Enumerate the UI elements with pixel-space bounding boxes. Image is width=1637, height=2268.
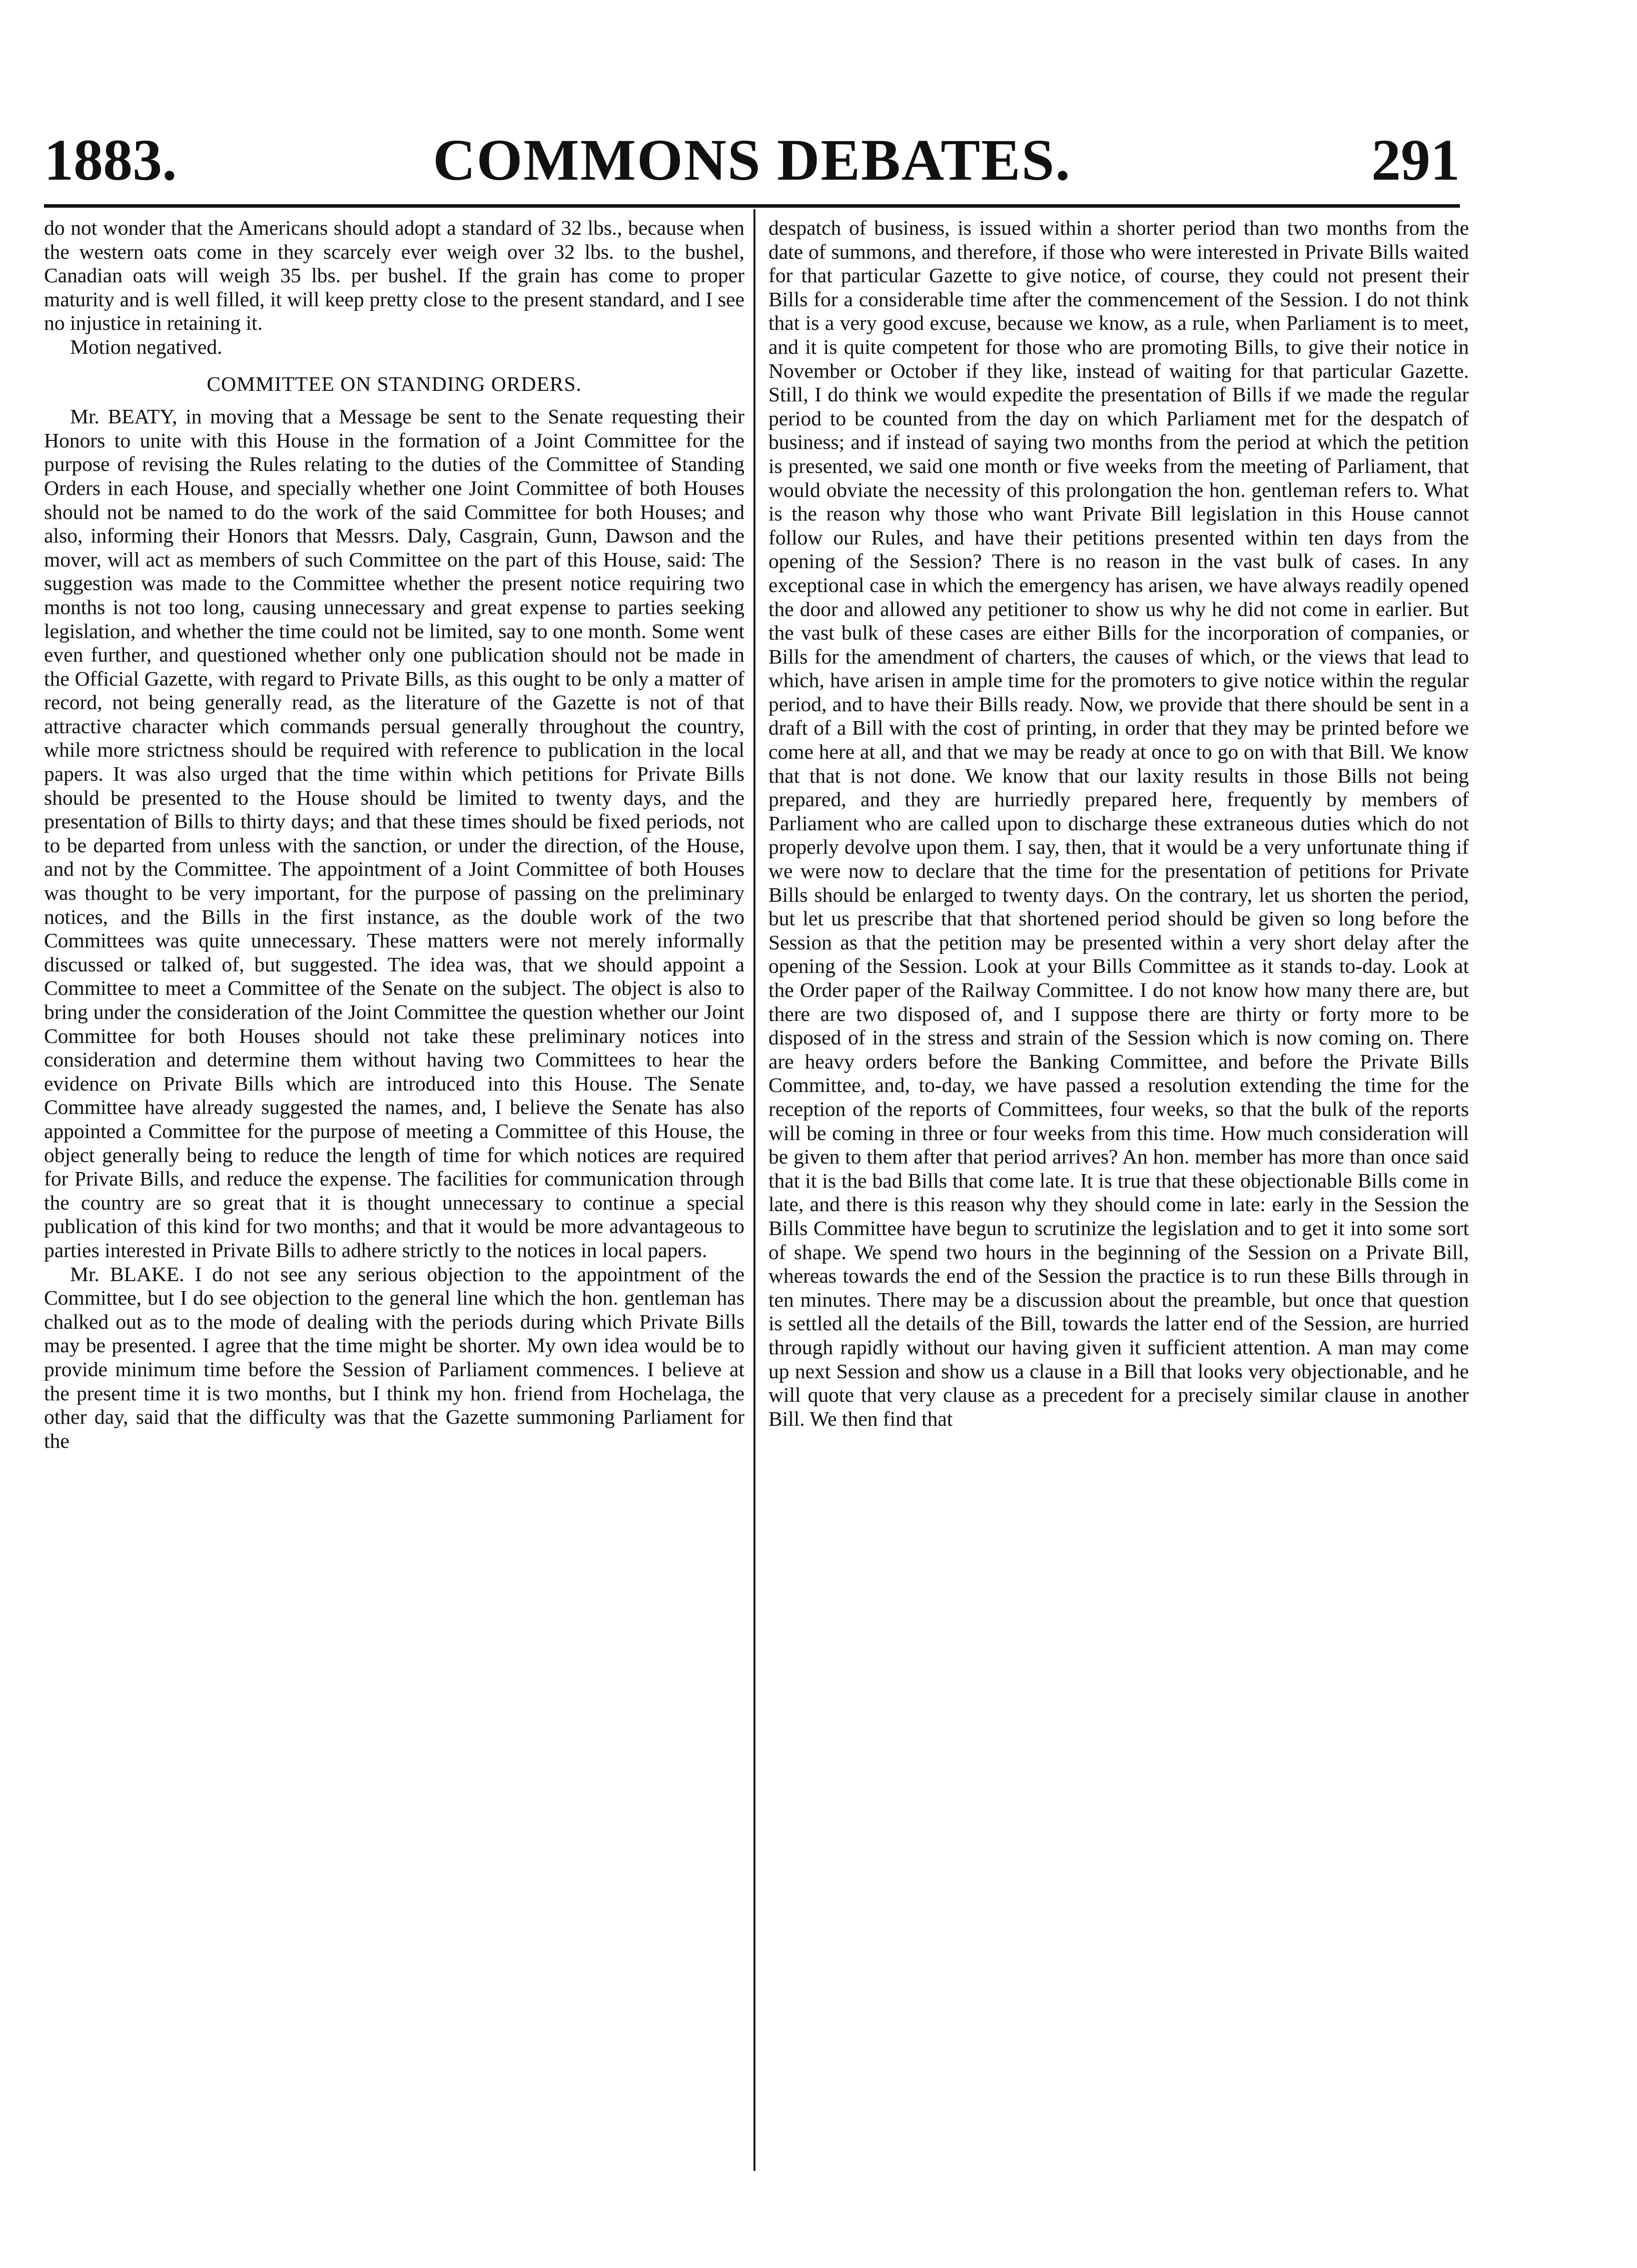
column-divider [753,209,755,2171]
blake-speech: I do not see any serious objection to the appointment of the Committee, but I do see objection to the general line which the hon. gentleman has chalked out as to the mode of dealing with the periods during which Private Bills may be presented. I agree that the time might be shorter. My own idea would be to provide minimum time before the Session of Parliament commences. I believe at the present time it is two months, but I think my hon. friend from Hochelaga, the other day, said that the difficulty was that the Gazette summoning Parliament for the [44,1262,744,1452]
right-column-text: despatch of business, is issued within a shorter period than two months from the date of summons, and therefore, if those who were interested in Private Bills waited for that particular Gazette to give notice, of course, they could not present their Bills for a considerable time after the commencement of the Session. I do not think that is a very good excuse, because we know, as a rule, when Parliament is to meet, and it is quite competent for those who are promoting Bills, to give their notice in November or October if they like, instead of waiting for that particular Gazette. Still, I do think we would expedite the presentation of Bills if we made the regular period to be counted from the day on which Parliament met for the despatch of business; and if instead of saying two months from the period at which the petition is presented, we said one month or five weeks from the meeting of Parliament, that would obviate the necessity of this prolongation the hon. gentleman refers to. What is the reason why those who want Private Bill legislation in this House cannot follow our Rules, and have their petitions presented within ten days from the opening of the Session? There is no reason in the vast bulk of cases. In any exceptional case in which the emergency has arisen, we have always readily opened the door and allowed any petitioner to show us why he did not come in earlier. But the vast bulk of these cases are either Bills for the incorporation of companies, or Bills for the amendment of charters, the causes of which, or the views that lead to which, have arisen in ample time for the promoters to give notice within the regular period, and to have their Bills ready. Now, we provide that there should be sent in a draft of a Bill with the cost of printing, in order that they may be printed before we come here at all, and that we may be ready at once to go on with that Bill. We know that that is not done. We know that our laxity results in those Bills not being prepared, and they are hurriedly prepared here, frequently by members of Parliament who are called upon to discharge these extraneous duties which do not properly devolve upon them. I say, then, that it would be a very unfortunate thing if we were now to declare that the time for the presentation of petitions for Private Bills should be enlarged to twenty days. On the contrary, let us shorten the period, but let us prescribe that that shortened period should be given so long before the Session as that the petition may be presented within a very short delay after the opening of the Session. Look at your Bills Committee as it stands to-day. Look at the Order paper of the Railway Committee. I do not know how many there are, but there are two disposed of, and I suppose there are thirty or forty more to be disposed of in the stress and strain of the Session which is now coming on. There are heavy orders before the Banking Committee, and before the Private Bills Committee, and, to-day, we have passed a resolution extending the time for the reception of the reports of Committees, four weeks, so that the bulk of the reports will be coming in three or four weeks from this time. How much consideration will be given to them after that period arrives? An hon. member has more than once said that it is the bad Bills that come late. It is true that these objectionable Bills come in late, and there is this reason why they should come in late: early in the Session the Bills Committee have begun to scrutinize the legislation and to get it into some sort of shape. We spend two hours in the beginning of the Session on a Private Bill, whereas towards the end of the Session the practice is to run these Bills through in ten minutes. There may be a discussion about the preamble, but once that question is settled all the details of the Bill, towards the latter end of the Session, are hurried through rapidly without our having given it sufficient attention. A man may come up next Session and show us a clause in a Bill that looks very objectionable, and he will quote that very clause as a precedent for a precisely similar clause in another Bill. We then find that [768,216,1469,1430]
beaty-speech: in moving that a Message be sent to the Senate requesting their Honors to unite with this House in the formation of a Joint Committee for the purpose of revising the Rules relating to the duties of the Committee of Standing Orders in each House, and specially whether one Joint Committee of both Houses should not be named to do the work of the said Committee for both Houses; and also, informing their Honors that Messrs. Daly, Casgrain, Gunn, Dawson and the mover, will act as members of such Committee on the part of this House, said: The suggestion was made to the Committee whether the present notice requiring two months is not too long, causing unnecessary and great expense to parties seeking legislation, and whether the time could not be limited, say to one month. Some went even further, and questioned whether only one publication should not be made in the Official Gazette, with regard to Private Bills, as this ought to be only a matter of record, not being generally read, as the literature of the Gazette is not of that attractive character which commands persual generally throughout the country, while more strictness should be required with reference to publication in the local papers. It was also urged that the time within which petitions for Private Bills should be presented to the House should be limited to twenty days, and the presentation of Bills to thirty days; and that these times should be fixed periods, not to be departed from unless with the sanction, or under the direction, of the House, and not by the Committee. The appointment of a Joint Committee of both Houses was thought to be very important, for the purpose of passing on the preliminary notices, and the Bills in the first instance, as the double work of the two Committees was quite unnecessary. These matters were not merely informally discussed or talked of, but suggested. The idea was, that we should appoint a Committee to meet a Committee of the Senate on the subject. The object is also to bring under the consideration of the Joint Committee the question whether our Joint Committee for both Houses should not take these preliminary notices into consideration and determine them without having two Committees to hear the evidence on Private Bills which are introduced into this House. The Senate Committee have already suggested the names, and, I believe the Senate has also appointed a Committee for the purpose of meeting a Committee of this House, the object generally being to reduce the length of time for which notices are required for Private Bills, and reduce the expense. The facilities for communication through the country are so great that it is thought unnecessary to continue a special publication of this kind for two months; and that it would be more advantageous to parties interested in Private Bills to adhere strictly to the notices in local papers. [44,405,744,1262]
left-column [44,216,744,2158]
beaty-paragraph [44,405,744,1262]
blake-paragraph [44,1263,744,1453]
opening-paragraph: do not wonder that the Americans should adopt a standard of 32 lbs., because when the western oats come in they scarcely ever weigh over 32 lbs. to the bushel, Canadian oats will weigh 35 lbs. per bushel. If the grain has come to proper maturity and is well filled, it will keep pretty close to the present standard, and I see no injustice in retaining it. [44,216,744,335]
section-heading: COMMITTEE ON STANDING ORDERS. [207,372,582,395]
blake-speaker: Mr. BLAKE. [70,1262,185,1286]
header-title: COMMONS DEBATES. [433,127,1071,193]
header-rule [44,204,1460,208]
header-page-number: 291 [1371,127,1460,193]
page-header [44,125,1460,195]
beaty-speaker: Mr. BEATY, [70,405,178,428]
motion-result: Motion negatived. [70,335,223,358]
header-year: 1883. [44,127,177,193]
right-column [768,216,1469,2158]
